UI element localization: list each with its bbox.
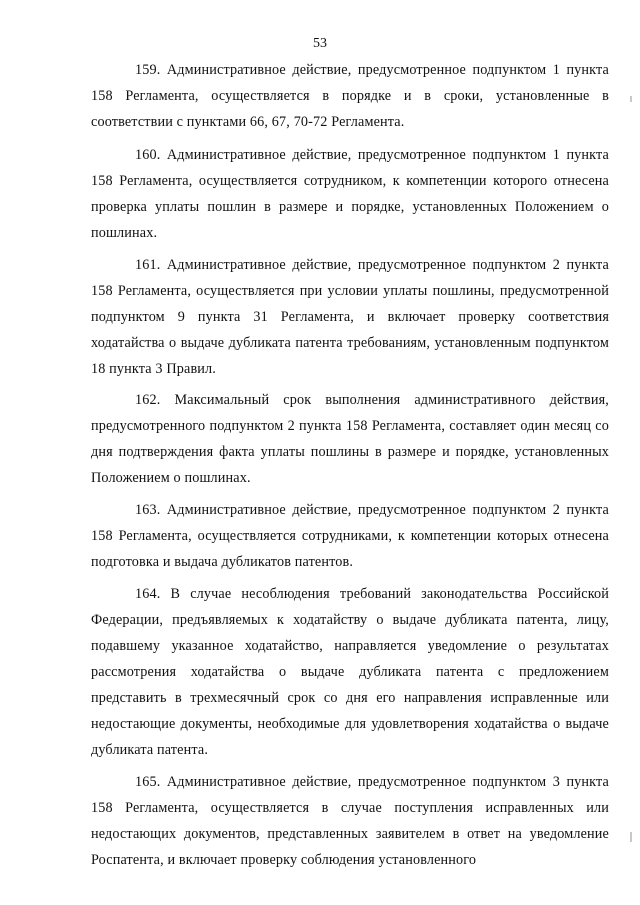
scan-artifact-mark [630, 832, 632, 842]
paragraph-161: 161. Административное действие, предусмотренное подпунктом 2 пункта 158 Регламента, осуществляется при условии уплаты пошлины, предусмотренной подпунктом 9 пункта 31 Регламента, и включает проверку соответствия ходатайства о выдаче дубликата патента требованиям, установленным подпунктом 18 пункта 3 Правил. [91, 257, 609, 377]
scan-artifact-mark [630, 96, 632, 102]
paragraph-160: 160. Административное действие, предусмотренное подпунктом 1 пункта 158 Регламента, осуществляется сотрудником, к компетенции которого отнесена проверка уплаты пошлин в размере и порядке, установленных Положением о пошлинах. [91, 147, 609, 241]
paragraph-165: 165. Административное действие, предусмотренное подпунктом 3 пункта 158 Регламента, осуществляется в случае поступления исправленных или недостающих документов, представленных заявителем в ответ на уведомление Роспатента, и включает проверку соблюдения установленного [91, 774, 609, 868]
paragraph-159: 159. Административное действие, предусмотренное подпунктом 1 пункта 158 Регламента, осуществляется в порядке и в сроки, установленные в соответствии с пунктами 66, 67, 70-72 Регламента. [91, 62, 609, 130]
paragraph-162: 162. Максимальный срок выполнения административного действия, предусмотренного подпунктом 2 пункта 158 Регламента, составляет один месяц со дня подтверждения факта уплаты пошлины в размере и порядке, установленных Положением о пошлинах. [91, 392, 609, 486]
paragraph-164: 164. В случае несоблюдения требований законодательства Российской Федерации, предъявляемых к ходатайству о выдаче дубликата патента, лицу, подавшему указанное ходатайство, направляется уведомление о результатах рассмотрения ходатайства о выдаче дубликата патента с предложением представить в трехмесячный срок со дня его направления исправленные или недостающие документы, необходимые для удовлетворения ходатайства о выдаче дубликата патента. [91, 586, 609, 758]
document-body [91, 57, 609, 880]
paragraph-163: 163. Административное действие, предусмотренное подпунктом 2 пункта 158 Регламента, осуществляется сотрудниками, к компетенции которых отнесена подготовка и выдача дубликатов патентов. [91, 502, 609, 570]
page-number: 53 [313, 36, 327, 51]
